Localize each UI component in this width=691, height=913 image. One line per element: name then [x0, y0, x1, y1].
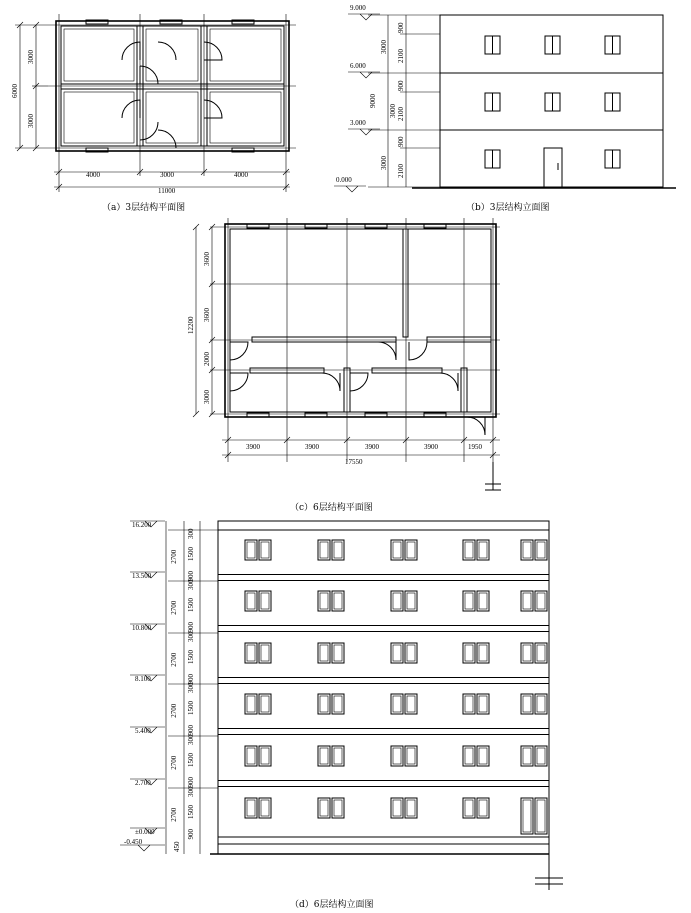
window-inner: [334, 696, 342, 712]
window-inner: [465, 645, 473, 661]
window-inner: [261, 645, 269, 661]
caption-c: （c）6层结构平面图: [290, 503, 373, 513]
window-inner: [537, 593, 545, 609]
elev-b-total: 9000: [369, 94, 377, 108]
elev-b-story-1: 3000: [380, 40, 388, 54]
caption-d: （d）6层结构立面图: [290, 900, 374, 910]
window-inner: [523, 800, 531, 832]
elev-d-inner-dim: 900: [187, 829, 195, 840]
window-inner: [407, 696, 415, 712]
elevation-d-stories: [218, 540, 549, 834]
elev-d-inner-dim: 300: [187, 786, 195, 797]
elev-d-inner-dim: 900: [187, 725, 195, 736]
window-inner: [393, 645, 401, 661]
window-inner: [407, 748, 415, 764]
window-inner: [247, 593, 255, 609]
window-inner: [320, 800, 328, 816]
window-inner: [247, 645, 255, 661]
window-inner: [479, 593, 487, 609]
window-inner: [247, 748, 255, 764]
plan-c-dim-1: 3900: [246, 443, 260, 451]
window-inner: [393, 593, 401, 609]
elev-b-inner-3: 900: [397, 80, 405, 91]
window-inner: [523, 748, 531, 764]
elev-b-inner-5: 900: [397, 136, 405, 147]
window-inner: [523, 645, 531, 661]
window-inner: [320, 593, 328, 609]
window-inner: [479, 645, 487, 661]
elevation-d-drawing: [210, 521, 563, 890]
window-inner: [523, 593, 531, 609]
elev-d-story-dim: 2700: [170, 807, 178, 822]
window-inner: [537, 800, 545, 832]
elev-d-inner-dim: 1500: [187, 805, 195, 819]
elev-d-inner-dim: 300: [187, 682, 195, 693]
plan-c-dim-2: 3900: [305, 443, 319, 451]
window-inner: [479, 748, 487, 764]
caption-b: （b）3层结构立面图: [466, 203, 550, 213]
window-inner: [523, 696, 531, 712]
window-inner: [320, 542, 328, 558]
window-inner: [479, 696, 487, 712]
elev-b-story-3: 3000: [380, 156, 388, 170]
elev-d-story-dim: 2700: [170, 549, 178, 564]
window-inner: [465, 748, 473, 764]
elev-d-inner-dim: 900: [187, 674, 195, 685]
elev-d-level-2: 13.500: [132, 572, 152, 580]
elev-d-level-3: 10.800: [132, 624, 152, 632]
elev-d-inner-dim: 1500: [187, 701, 195, 715]
elev-d-inner-dim: 1500: [187, 547, 195, 561]
plan-c-total: 17550: [345, 458, 363, 466]
plan-a-left-dim-2: 3000: [27, 114, 35, 128]
window-inner: [261, 748, 269, 764]
plan-c-left-dim-3: 2000: [203, 352, 211, 366]
window-inner: [247, 800, 255, 816]
window-inner: [537, 696, 545, 712]
elev-d-level-1: 16.200: [132, 521, 152, 529]
elev-d-story-dim: 2700: [170, 652, 178, 667]
elev-b-level-3: 3.000: [350, 119, 366, 127]
window-inner: [537, 542, 545, 558]
window-inner: [393, 748, 401, 764]
plan-a-total: 11000: [158, 187, 176, 195]
elev-d-inner-dim: 1500: [187, 650, 195, 664]
window-inner: [247, 542, 255, 558]
elev-d-inner-dim: 1500: [187, 598, 195, 612]
elev-b-story-2: 3000: [389, 104, 397, 118]
window-inner: [261, 800, 269, 816]
window-inner: [393, 542, 401, 558]
elev-d-inner-dim: 300: [187, 528, 195, 539]
window-inner: [407, 593, 415, 609]
elevation-d-dims: [120, 521, 218, 854]
elev-d-level-8: -0.450: [124, 838, 143, 846]
plan-c-dim-5: 1950: [468, 443, 482, 451]
window-inner: [334, 748, 342, 764]
elev-d-level-6: 2.700: [135, 779, 151, 787]
window-inner: [393, 696, 401, 712]
window-inner: [465, 800, 473, 816]
window-inner: [465, 542, 473, 558]
elev-b-inner-4: 2100: [397, 107, 405, 121]
plan-c-dim-4: 3900: [424, 443, 438, 451]
window-inner: [261, 542, 269, 558]
window-inner: [393, 800, 401, 816]
window-inner: [334, 593, 342, 609]
elev-b-level-1: 9.000: [350, 4, 366, 12]
elev-b-inner-6: 2100: [397, 164, 405, 178]
plan-a-dim-3: 4000: [234, 171, 248, 179]
window-inner: [320, 696, 328, 712]
elev-d-level-4: 8.100: [135, 675, 151, 683]
window-inner: [479, 542, 487, 558]
elev-d-inner-dim: 300: [187, 579, 195, 590]
window-inner: [320, 645, 328, 661]
window-inner: [334, 645, 342, 661]
elev-d-inner-dim: 900: [187, 622, 195, 633]
plan-a-dim-1: 4000: [86, 171, 100, 179]
elev-d-story-dim: 2700: [170, 600, 178, 615]
window-inner: [261, 696, 269, 712]
elev-d-inner-dim: 300: [187, 734, 195, 745]
plan-c-dim-3: 3900: [365, 443, 379, 451]
elev-b-inner-1: 900: [397, 22, 405, 33]
plan-a-drawing: [15, 14, 296, 192]
elev-d-inner-dim: 900: [187, 777, 195, 788]
window-inner: [320, 748, 328, 764]
elev-b-level-2: 6.000: [350, 62, 366, 70]
plan-a-left-total: 6000: [11, 84, 19, 98]
caption-a: （a）3层结构平面图: [102, 203, 186, 213]
plan-a-dim-2: 3000: [160, 171, 174, 179]
plan-c-left-dim-2: 3600: [203, 308, 211, 322]
window-inner: [261, 593, 269, 609]
plan-c-left-dim-1: 3600: [203, 252, 211, 266]
elev-d-base-dim: 450: [173, 841, 181, 852]
window-inner: [479, 800, 487, 816]
window-inner: [247, 696, 255, 712]
elev-d-story-dim: 2700: [170, 703, 178, 718]
plan-c-drawing: [193, 218, 501, 490]
elev-d-level-7: ±0.000: [135, 828, 155, 836]
elev-d-story-dim: 2700: [170, 755, 178, 770]
window-inner: [537, 748, 545, 764]
elev-d-inner-dim: 1500: [187, 753, 195, 767]
window-inner: [537, 645, 545, 661]
window-inner: [407, 645, 415, 661]
elev-b-inner-2: 2100: [397, 49, 405, 63]
elev-d-inner-dim: 300: [187, 631, 195, 642]
window-inner: [407, 542, 415, 558]
plan-a-left-dim-1: 3000: [27, 50, 35, 64]
window-inner: [334, 800, 342, 816]
plan-c-left-dim-4: 3000: [203, 390, 211, 404]
elev-b-level-4: 0.000: [336, 176, 352, 184]
window-inner: [407, 800, 415, 816]
window-inner: [334, 542, 342, 558]
window-inner: [523, 542, 531, 558]
window-inner: [465, 696, 473, 712]
window-inner: [465, 593, 473, 609]
plan-c-left-total: 12200: [187, 316, 195, 334]
elev-d-inner-dim: 900: [187, 571, 195, 582]
elev-d-level-5: 5.400: [135, 727, 151, 735]
